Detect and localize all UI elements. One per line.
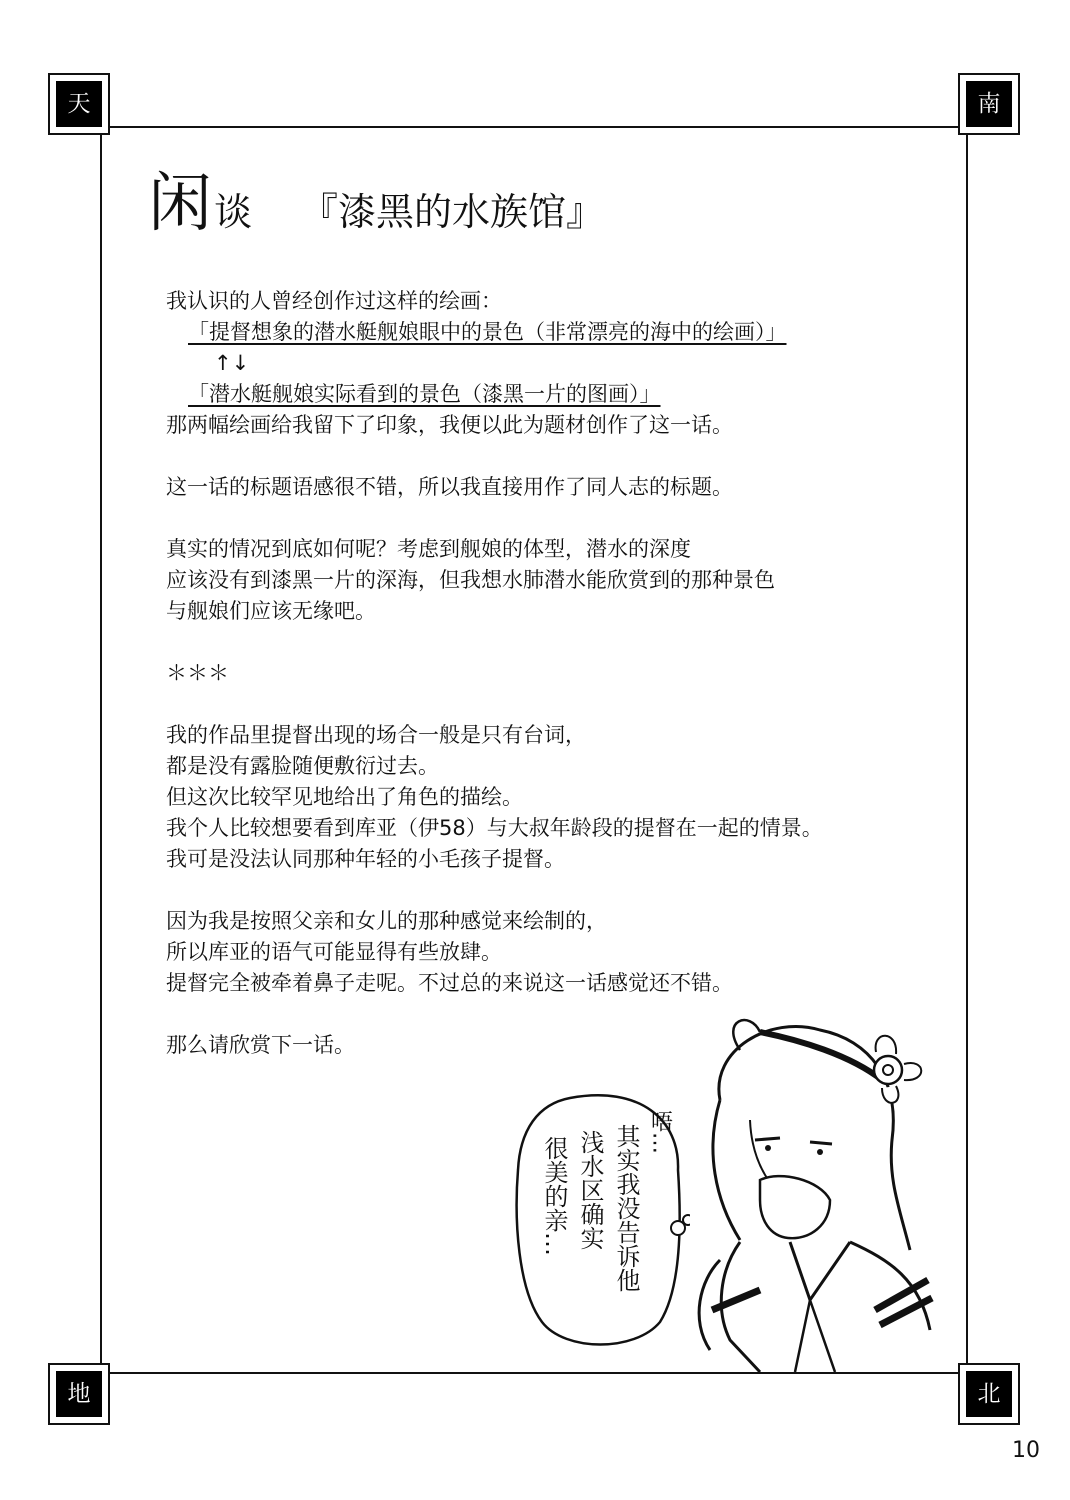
title-char-tan: 谈 [214,190,253,234]
page-number: 10 [1012,1438,1040,1463]
title-char-xian: 闲 [148,167,212,241]
quote-line-imagined: 「提督想象的潜水艇舰娘眼中的景色（非常漂亮的海中的绘画）」 [188,320,787,344]
frame-bottom-border [100,1372,968,1374]
paragraph-line: 我的作品里提督出现的场合一般是只有台词， [166,723,586,747]
paragraph-line: 提督完全被牵着鼻子走呢。不过总的来说这一话感觉还不错。 [166,971,733,995]
paragraph-line: 但这次比较罕见地给出了角色的描绘。 [166,785,523,809]
paragraph-line: 因为我是按照父亲和女儿的那种感觉来绘制的， [166,909,607,933]
corner-box-bottom-right [958,1363,1020,1425]
paragraph-line: 真实的情况到底如何呢？考虑到舰娘的体型，潜水的深度 [166,537,691,561]
speech-column-4: 很美的亲… [540,1136,568,1256]
title-subtitle: 『漆黑的水族馆』 [300,190,605,234]
corner-box-bottom-left [48,1363,110,1425]
paragraph-line: 我可是没法认同那种年轻的小毛孩子提督。 [166,847,565,871]
paragraph-line: 那么请欣赏下一话。 [166,1033,355,1057]
paragraph-line: 应该没有到漆黑一片的深海，但我想水肺潜水能欣赏到的那种景色 [166,568,775,592]
corner-label-nan: 南 [966,81,1012,127]
section-separator: ＊＊＊ [166,661,229,685]
paragraph-line: 这一话的标题语感很不错，所以我直接用作了同人志的标题。 [166,475,733,499]
corner-label-tian: 天 [56,81,102,127]
corner-box-top-left [48,73,110,135]
frame-top-border [100,126,968,128]
paragraph-line: 我个人比较想要看到库亚（伊58）与大叔年龄段的提督在一起的情景。 [166,816,823,840]
speech-column-2: 其实我没告诉他 [612,1124,640,1292]
frame-right-border [966,126,968,1374]
paragraph-line: 我认识的人曾经创作过这样的绘画： [166,289,502,313]
arrow-line: ↑↓ [214,351,250,375]
frame-left-border [100,126,102,1374]
paragraph-line: 那两幅绘画给我留下了印象，我便以此为题材创作了这一话。 [166,413,733,437]
page-title [148,152,604,244]
paragraph-line: 所以库亚的语气可能显得有些放肆。 [166,940,502,964]
paragraph-line: 与舰娘们应该无缘吧。 [166,599,376,623]
speech-column-1: 唔… [647,1110,673,1154]
corner-label-bei: 北 [966,1371,1012,1417]
afterword-body [166,286,956,1061]
character-illustration [660,1010,960,1372]
corner-box-top-right [958,73,1020,135]
paragraph-line: 都是没有露脸随便敷衍过去。 [166,754,439,778]
corner-label-di: 地 [56,1371,102,1417]
quote-line-actual: 「潜水艇舰娘实际看到的景色（漆黑一片的图画）」 [188,382,661,406]
speech-column-3: 浅水区确实 [576,1130,604,1250]
